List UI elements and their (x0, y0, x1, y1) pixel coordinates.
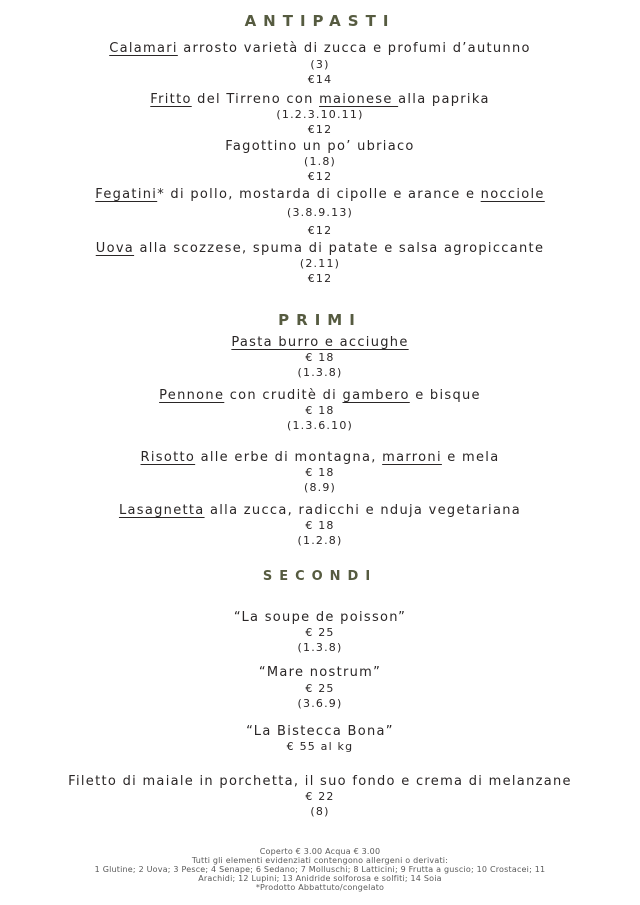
dish-6-allergens: (1.3.8) (297, 366, 343, 379)
dish-5-allergens: (2.11) (299, 257, 341, 270)
dish-8-price: € 18 (305, 466, 335, 479)
dish-1-allergens: (3) (310, 58, 330, 71)
dish-6-price: € 18 (305, 351, 335, 364)
section-title-secondi: SECONDI (262, 569, 378, 584)
dish-3-price: €12 (307, 170, 333, 183)
dish-8-name: Risotto alle erbe di montagna, marroni e mela (140, 450, 500, 465)
dish-10-price: € 25 (305, 626, 335, 639)
footer-allergen-list-1: 1 Glutine; 2 Uova; 3 Pesce; 4 Senape; 6 Sedano; 7 Molluschi; 8 Latticini; 9 Frutta a guscio; 10 Crostacei; 11 (94, 865, 546, 874)
dish-1-price: €14 (307, 73, 333, 86)
dish-10-allergens: (1.3.8) (297, 641, 343, 654)
dish-13-allergens: (8) (310, 805, 330, 818)
dish-4-allergens: (3.8.9.13) (286, 206, 354, 219)
dish-6-name: Pasta burro e acciughe (231, 335, 409, 350)
dish-7-price: € 18 (305, 404, 335, 417)
dish-5-price: €12 (307, 272, 333, 285)
dish-9-allergens: (1.2.8) (297, 534, 343, 547)
dish-4-price: €12 (307, 224, 333, 237)
dish-7-name: Pennone con cruditè di gambero e bisque (159, 388, 481, 403)
dish-1-underlined: Calamari (109, 41, 178, 56)
section-title-primi: PRIMI (278, 311, 362, 329)
dish-2-allergens: (1.2.3.10.11) (276, 108, 364, 121)
dish-10-name: “La soupe de poisson” (233, 610, 407, 625)
dish-2-price: €12 (307, 123, 333, 136)
dish-12-price: € 55 al kg (286, 740, 354, 753)
footer-cover-water: Coperto € 3.00 Acqua € 3.00 (259, 847, 381, 856)
dish-11-name: “Mare nostrum” (258, 665, 382, 680)
section-title-antipasti: ANTIPASTI (244, 12, 396, 30)
dish-3-name: Fagottino un po’ ubriaco (225, 139, 415, 154)
dish-11-allergens: (3.6.9) (297, 697, 343, 710)
dish-4-name: Fegatini* di pollo, mostarda di cipolle e arance e nocciole (95, 187, 545, 202)
footer-allergen-note: Tutti gli elementi evidenziati contengono allergeni o derivati: (191, 856, 449, 865)
dish-11-price: € 25 (305, 682, 335, 695)
dish-2-name: Fritto del Tirreno con maionese alla paprika (150, 92, 490, 107)
dish-12-name: “La Bistecca Bona” (246, 724, 394, 739)
dish-3-allergens: (1.8) (303, 155, 337, 168)
footer-frozen-note: *Prodotto Abbattuto/congelato (255, 883, 385, 892)
dish-13-name: Filetto di maiale in porchetta, il suo fondo e crema di melanzane (68, 774, 572, 789)
dish-9-price: € 18 (305, 519, 335, 532)
dish-7-allergens: (1.3.6.10) (286, 419, 354, 432)
dish-13-price: € 22 (305, 790, 335, 803)
dish-8-allergens: (8.9) (303, 481, 337, 494)
dish-1-name: Calamari arrosto varietà di zucca e profumi d’autunno (109, 41, 531, 56)
dish-5-name: Uova alla scozzese, spuma di patate e salsa agropiccante (95, 241, 545, 256)
dish-9-name: Lasagnetta alla zucca, radicchi e nduja vegetariana (118, 503, 522, 518)
footer-allergen-list-2: Arachidi; 12 Lupini; 13 Anidride solforosa e solfiti; 14 Soia (198, 874, 442, 883)
